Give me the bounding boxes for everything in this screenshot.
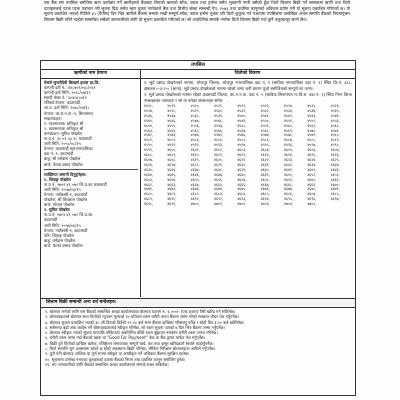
kitta-number: ४५४१, [260, 113, 270, 118]
kitta-number: ४६१४, [284, 153, 294, 158]
kitta-number: ४६५८, [260, 177, 270, 182]
kitta-number: ४५३२, [260, 108, 270, 113]
kitta-number: ४६३८, [214, 167, 224, 172]
kitta-number: ४५२७, [144, 108, 154, 113]
kitta-number: ४६८९, [144, 197, 154, 202]
kitta-number: ४५५७, [214, 123, 224, 128]
kitta-number: ४५२४, [284, 104, 294, 108]
kitta-number: ४६७१, [144, 187, 154, 192]
borrower-line: तामाङकन: सुमित पोखरेल [44, 130, 82, 136]
borrower-line: ना.प्र.नं. ३५ ०१ ५३ ९८ काठमाडौं [44, 136, 92, 142]
kitta-number: ४६०२, [214, 148, 224, 153]
kitta-number: ४६४०, [260, 167, 270, 172]
kitta-number: ४५७७, [260, 133, 270, 138]
kitta-number: ४६०९, [167, 153, 177, 158]
guarantor-line: ठेगाना: नयाँबस्ती-९, काठमाडौं [44, 191, 88, 197]
kitta-number: ४५३६, [144, 113, 154, 118]
kitta-number: ४६८५, [260, 192, 270, 197]
kitta-number: ४५२६, [330, 104, 340, 108]
kitta-number: ४६४२, [307, 167, 317, 172]
kitta-number: ४६५७, [237, 177, 247, 182]
kitta-number: ४५३४, [307, 108, 317, 113]
kitta-number: ४५९५, [260, 143, 270, 148]
kitta-number: ४६०६, [307, 148, 317, 153]
kitta-number: ४५८०, [330, 133, 340, 138]
guarantor-line: बाबु: धर्मदास पोखरेल [44, 237, 76, 243]
kitta-number: ४५८३, [190, 138, 200, 143]
kitta-number: ४६४३, [330, 167, 340, 172]
guarantor-list [44, 177, 138, 248]
kitta-number: ४६५३, [144, 177, 154, 182]
kitta-number: ४५९२, [190, 143, 200, 148]
kitta-number: ४५८९, [330, 138, 340, 143]
kitta-number: ४६३४, [330, 162, 340, 167]
kitta-number: ४५६५, [190, 128, 200, 133]
kitta-number: ४६७४, [214, 187, 224, 192]
kitta-number: ४६५२, [330, 172, 340, 177]
kitta-number: ४६९३, [237, 197, 247, 202]
kitta-number: ४६०५, [284, 148, 294, 153]
kitta-number: ४६७९, [330, 187, 340, 192]
kitta-number: ४७०१, [214, 202, 224, 207]
borrower-line: स्थायी लेखा नं.: ६०४५६८७१२ [44, 95, 87, 101]
kitta-number: ४६३३, [307, 162, 317, 167]
kitta-number: ४६९५, [284, 197, 294, 202]
kitta-number: ४६५६, [214, 177, 224, 182]
kitta-number: ४५८६, [260, 138, 270, 143]
guarantor-line: पोखरेल: श्री शिवलाल पोखरेल [44, 197, 88, 203]
column-header-borrower: ऋणीको नाम ठेगाना [41, 69, 140, 79]
kitta-number: ४६३२, [284, 162, 294, 167]
guarantor-line: जारी मिति: २०५७/०६/१५ [44, 186, 81, 192]
kitta-number: ४६४१, [284, 167, 294, 172]
kitta-number: ४५६६, [214, 128, 224, 133]
borrower-details [44, 80, 138, 296]
borrower-line: बाबु: श्री धर्मदास पोखरेल [44, 156, 81, 162]
kitta-number: ४५३९, [214, 113, 224, 118]
conditions-heading: लिलाम बिक्री सम्बन्धी अन्य शर्त बन्देजहरु: [41, 299, 355, 308]
borrower-line: ठेगाना: का.म.न.पा.-९, सिनामंगल [44, 110, 94, 116]
kitta-number: ४६३६, [167, 167, 177, 172]
kitta-number: ४५९३, [214, 143, 224, 148]
kitta-number: ४५५५, [167, 123, 177, 128]
condition-text: ३. बोलपत्र सूचना प्रकाशित भएको ३५ औं दिनको दिउँसो १२:०० बजे सम्म बैंकमा दाखिला गरिसक्नु पर्नेछ र सोही दिन ३:०० बजे खोलिनेछ। [45, 319, 245, 325]
kitta-number: ४६८०, [144, 192, 154, 197]
kitta-number: ४५४९, [237, 118, 247, 123]
kitta-number: ४५६७, [237, 128, 247, 133]
kitta-number: ४५७८, [284, 133, 294, 138]
kitta-number: ४६२२, [260, 157, 270, 162]
kitta-number: ४६५१, [307, 172, 317, 177]
kitta-number: ४५७२, [144, 133, 154, 138]
kitta-number: ४६०८, [144, 153, 154, 158]
kitta-number: ४६६२, [144, 182, 154, 187]
kitta-number: ४६५०, [284, 172, 294, 177]
kitta-number: ४६२०, [214, 157, 224, 162]
kitta-number: ४६९४, [260, 197, 270, 202]
kitta-number: ४५२९, [190, 108, 200, 113]
condition-text: १. बोलपत्र भर्नको लागि यस बैंकको सम्बन्धित शाखा कार्यालयबाट बोलपत्र फाराम रु. १,०००/- (एक हजार) तिरी खरिद गर्न सकिनेछ। [45, 309, 236, 314]
notice-table [40, 60, 356, 396]
kitta-number: ४५९७, [307, 143, 317, 148]
kitta-number: ४५९८, [330, 143, 340, 148]
kitta-number: ४७०३, [260, 202, 270, 207]
kitta-number: ४५६४, [167, 128, 177, 133]
borrower-line: जारी मिति: २०५८/०८/१५ [44, 141, 81, 147]
collateral-paragraph: १. सुर्य प्रसाद पोखरेलको नाममा, भोजपुर जिल्ला, भोजपुर नगरपालिका वडा नं. ९ (साविक नगरपालिका वडा नं. ९) स्थित कि.नं. ३६८, क्षेत्रफल ०-३-२-० (आना), सुर्य प्रसाद पोखरेलको नाममा रहेको जग्गा धनी प्रमाण पुर्जा बमोजिमको सम्पूर्ण घर जग्गा। [144, 80, 352, 91]
kitta-number: ४६८७, [307, 192, 317, 197]
borrower-line: ठेगाना: काठमाडौं महानगरपालिका [44, 146, 93, 152]
kitta-number: ४५९४, [237, 143, 247, 148]
kitta-number: ४६४७, [214, 172, 224, 177]
kitta-number: ४५७६, [237, 133, 247, 138]
kitta-number: ४५४५, [144, 118, 154, 123]
kitta-number: ४५१९, [167, 104, 177, 108]
kitta-number: ४६७२, [167, 187, 177, 192]
kitta-number: ४६०१, [190, 148, 200, 153]
borrower-line: बाजे: केशव प्रसाद पोखरेल [44, 161, 83, 167]
kitta-number: ४७००, [190, 202, 200, 207]
kitta-number: ४५९०, [144, 143, 154, 148]
kitta-number: ४६९६, [307, 197, 317, 202]
kitta-number: ४६१०, [190, 153, 200, 158]
kitta-number: ४६१२, [237, 153, 247, 158]
kitta-number: ४६९०, [167, 197, 177, 202]
kitta-number: ४६६९, [307, 182, 317, 187]
kitta-number: ४५५६, [190, 123, 200, 128]
kitta-number: ४६६०, [307, 177, 317, 182]
kitta-number: ४५३७, [167, 113, 177, 118]
column-header-collateral: धितोको विवरण [140, 69, 355, 79]
kitta-number: ४६६१, [330, 177, 340, 182]
kitta-number: ४५७३, [167, 133, 177, 138]
kitta-number: ४६८२, [190, 192, 200, 197]
kitta-number: ४६१९, [190, 157, 200, 162]
kitta-number: ४६४६, [190, 172, 200, 177]
borrower-line: कम्पनी दर्ता मिति: २०६८/०७/१२ [44, 90, 91, 96]
kitta-number: ४५२०, [190, 104, 200, 108]
kitta-number: ४६१७, [144, 157, 154, 162]
intro-paragraph: यस बैंक संग तपसिल बमोजिम ऋण कारोबार गर्ने ऋणीहरुले बैंकबाट लिएको ऋणको साँवा, ब्याज तथा हर्जना समेत भुक्तानी नगरी बसेको हुँदा धितो लिलाम बिक्री गर्ने सम्बन्धमा ऋणी तथा धितो दाताहरुलाई पटक पटक पत्राचार गरी सूचना दिंदा समेत ऋण चुक्ता नगरेकाले बैंक तथा वित्तीय संस्था सम्बन्धी ऐन, २०७३ तथा प्रचलित कानूनको अधिकार प्रयोग गरी यो सूचना प्रकाशित गरिएको छ। यो सूचना प्रकाशित भएको मितिले ३५ (पैंतीस) दिन भित्र ऋणीले बैंकमा सम्पर्क राखी सम्पूर्ण साँवा, ब्याज हर्जना चुक्ता गरी धितो फुकुवा गर्न नआएमा तपसिलमा उल्लेखित अचल सम्पत्ति बैंकको नियमानुसार लिलाम बिक्री गरिने व्यहोरा सम्बन्धित सबैको जानकारीको लागि यो सूचना प्रकाशित गरिएको छ। सो अवधिभित्र सम्पर्क नगरेमा धितो लिलाम बिक्री गर्दा कुनै उजुरबाजुर लाग्ने छैन। [44, 0, 350, 22]
kitta-number: ४५२५, [307, 104, 317, 108]
kitta-number: ४६२३, [284, 157, 294, 162]
borrower-lines [44, 80, 138, 167]
borrower-line: संचालकहरु: [44, 115, 62, 121]
condition-text: ७. बिक्री हुने धितोको दाखिल खारेज, रजिष्ट्रेशन लगायतका सम्पूर्ण खर्च, कर तथा दस्तुर खरिदकर्ता स्वयंले व्यहोर्नुपर्नेछ। [45, 340, 214, 346]
guarantor-line: ठेगाना: नयाँबस्ती-९, काठमाडौं [44, 227, 88, 233]
kitta-number: ४७०२, [237, 202, 247, 207]
kitta-number: ४५३१, [237, 108, 247, 113]
kitta-number: ४५३८, [190, 113, 200, 118]
kitta-number: ४६१८, [167, 157, 177, 162]
collateral-paragraph: २. सुर्य प्रसाद पोखरेलको नाममा रहेको काठमाडौं जिल्ला, का.म.न.पा. वडा नं. ९ (साविक सिनामंगल गा.वि.स. वडा नं. ९) स्थित निम्न कित्ता नम्बरहरुका जग्गाहरु र सो मा बनेका संरचनाहरु समेत: [144, 92, 352, 103]
kitta-number: ४५८७, [284, 138, 294, 143]
guarantor-line: जारी मिति: २०५७/०६/१५ [44, 222, 81, 228]
kitta-number: ४६१३, [260, 153, 270, 158]
kitta-number: ४५६२, [330, 123, 340, 128]
kitta-number: ४६६७, [260, 182, 270, 187]
kitta-number: ४५२३, [260, 104, 270, 108]
kitta-number: ४६२८, [190, 162, 200, 167]
kitta-number: ४६३९, [237, 167, 247, 172]
guarantor-line: पति: शिवाङ्ग पोखरेल [44, 232, 74, 238]
kitta-number: ४६९७, [330, 197, 340, 202]
kitta-number: ४५४८, [214, 118, 224, 123]
kitta-number: ४६११, [214, 153, 224, 158]
kitta-number: ४५७१, [330, 128, 340, 133]
kitta-number: ४६४५, [167, 172, 177, 177]
condition-text: ५. बोलपत्र स्वीकृत भएको सूचना पाएपछि तोकिएको अवधिभित्र बाँकी रकम बुझाउन नसकेमा धरौटी रकम जफत गरिनेछ। [45, 330, 218, 336]
kitta-number: ४६२९, [214, 162, 224, 167]
kitta-number: ४६६८, [284, 182, 294, 187]
kitta-number: ४५२२, [237, 104, 247, 108]
kitta-number: ४५५१, [284, 118, 294, 123]
kitta-number: ४७०४, [284, 202, 294, 207]
kitta-number-grid [144, 104, 352, 207]
kitta-number: ४५७०, [307, 128, 317, 133]
kitta-number: ४५८४, [214, 138, 224, 143]
kitta-number: ४५४०, [237, 113, 247, 118]
kitta-number: ४६४४, [144, 172, 154, 177]
guarantor-line: बाजे: केशव प्रसाद पोखरेल [44, 242, 83, 248]
kitta-number: ४५६३, [144, 128, 154, 133]
kitta-number: ४५५०, [260, 118, 270, 123]
kitta-number: ४५३५, [330, 108, 340, 113]
kitta-number: ४६७०, [330, 182, 340, 187]
guarantor-name: १. शिवाङ्ग पोखरेल [44, 176, 71, 182]
kitta-number: ४५६८, [260, 128, 270, 133]
kitta-number: ४६३०, [237, 162, 247, 167]
kitta-number: ४६२६, [144, 162, 154, 167]
notice-heading: तपसिल [41, 61, 355, 70]
kitta-number: ४५८८, [307, 138, 317, 143]
kitta-number: ४५४४, [330, 113, 340, 118]
kitta-number: ४६५५, [190, 177, 200, 182]
kitta-number: ४६७६, [260, 187, 270, 192]
kitta-number: ४५५४, [144, 123, 154, 128]
kitta-number: ४६२७, [167, 162, 177, 167]
kitta-number: ४५४३, [307, 113, 317, 118]
kitta-number: ४६५४, [167, 177, 177, 182]
borrower-line: वडा नं.-९, काठमाडौं [44, 151, 74, 157]
kitta-number: ४५८५, [237, 138, 247, 143]
kitta-number: ४६८३, [214, 192, 224, 197]
collateral-details [144, 80, 352, 296]
condition-text: ८. धितो सम्पत्ति जुन अवस्थामा रहेको छ सोही अवस्थामा बिक्री गरिनेछ, भौतिक निरीक्षण बोलपत्रदाता आफैंले गर्नुपर्नेछ। [45, 346, 216, 352]
kitta-number: ४५४७, [190, 118, 200, 123]
condition-text: ११. थप जानकारीको लागि बैंकको सम्बन्धित शाखा कार्यालयमा सम्पर्क राख्न सकिनेछ। [45, 361, 169, 367]
kitta-number: ४५१८, [144, 104, 154, 108]
condition-text: ९. कुनै पनि बोलपत्र आंशिक वा पूर्ण रुपमा स्वीकृत वा अस्वीकृत गर्ने अधिकार बैंकमा सुरक्षित रहनेछ। [45, 351, 190, 357]
kitta-number: ४६७५, [237, 187, 247, 192]
kitta-number: ४६२१, [237, 157, 247, 162]
borrower-line: मेसर्स सुन्दरीदेवी बिल्डर्स हाउस प्रा.लि. [44, 80, 100, 85]
kitta-number: ४६९८, [144, 202, 154, 207]
collateral-paragraphs [144, 80, 352, 103]
condition-item [45, 362, 351, 367]
kitta-number: ४६८१, [167, 192, 177, 197]
guarantor-name: २. सुमित पोखरेल [44, 207, 70, 213]
kitta-number: ४६६६, [237, 182, 247, 187]
column-divider [140, 69, 141, 297]
kitta-number: ४६३७, [190, 167, 200, 172]
kitta-number: ४५७४, [190, 133, 200, 138]
kitta-number: ४६९२, [214, 197, 224, 202]
kitta-number: ४६८६, [284, 192, 294, 197]
kitta-number: ४६०७, [330, 148, 340, 153]
kitta-number: ४६९९, [167, 202, 177, 207]
kitta-number: ४५६९, [284, 128, 294, 133]
kitta-number: ४६७३, [190, 187, 200, 192]
borrower-line: आ.व. दर्ता मिति: २०७८/०४/१८ [44, 105, 90, 111]
kitta-number: ४५५२, [307, 118, 317, 123]
kitta-number: ४६६५, [214, 182, 224, 187]
borrower-line: २. व्यवस्थापक अधिकृत श्री [44, 125, 84, 131]
guarantor-line: ना.प्र.नं. २७०१ ४९ ०७२ जि.प्र.का. [44, 212, 94, 218]
kitta-number: ४५७५, [214, 133, 224, 138]
kitta-number: ४६८८, [330, 192, 340, 197]
kitta-number: ४५४२, [284, 113, 294, 118]
kitta-number: ४६६३, [167, 182, 177, 187]
condition-text: १०. सूचनामा उल्लेख नभएका कुराहरुको हकमा बैंकको नियम तथा प्रचलित कानून बमोजिम हुनेछ। [45, 356, 186, 362]
kitta-number: ४६२५, [330, 157, 340, 162]
kitta-number: ४५४६, [167, 118, 177, 123]
kitta-number: ४६१५, [307, 153, 317, 158]
kitta-number: ४५५३, [330, 118, 340, 123]
kitta-number: ४६०३, [237, 148, 247, 153]
kitta-number: ४५३३, [284, 108, 294, 113]
divider [44, 169, 138, 170]
kitta-number: ४६४८, [237, 172, 247, 177]
kitta-number: ४५९९, [144, 148, 154, 153]
kitta-number: ४७०५, [307, 202, 317, 207]
kitta-number: ४६७७, [284, 187, 294, 192]
borrower-line: रजिष्टर्ड ठेगाना: काठमाडौं [44, 100, 80, 106]
condition-text: ४. सबैभन्दा बढी अंक कबोल गर्ने बोलपत्रदातालाई स्वीकृत गरिनेछ, सो रकम सूचना पाएको ७ दिन भित्र बैंकमा जम्मा गर्नुपर्नेछ। [45, 324, 225, 330]
kitta-number: ४५५९, [260, 123, 270, 128]
kitta-number: ४६९१, [190, 197, 200, 202]
borrower-line: १. व्यवस्थापक अधिकृत श्री [44, 120, 84, 126]
kitta-number: ४५८१, [144, 138, 154, 143]
kitta-number: ४६८४, [237, 192, 247, 197]
kitta-number: ४६६४, [190, 182, 200, 187]
kitta-number: ४५९६, [284, 143, 294, 148]
kitta-number: ४६२४, [307, 157, 317, 162]
kitta-number: ४५७९, [307, 133, 317, 138]
kitta-number: ४५३०, [214, 108, 224, 113]
conditions-list [45, 309, 351, 393]
guarantor-line: ना.प्र.नं. २७०१ ४९ ०७२ जि.प्र.का काठमाडौं [44, 181, 107, 187]
kitta-number: ४६५९, [284, 177, 294, 182]
kitta-number: ४६००, [167, 148, 177, 153]
guarantor-line: बाजे: गोपाल पोखरेल [44, 202, 75, 208]
condition-text: २. बोलपत्रदाताले बोलपत्र साथ धितोको न्यूनतम मूल्यको १० प्रतिशत रकम धरौटी वापत बैंकमा जम्मा गरेको सक्कल भौचर पेश गर्नुपर्नेछ। [45, 314, 239, 320]
kitta-number: ४५२१, [214, 104, 224, 108]
kitta-number: ४६१६, [330, 153, 340, 158]
kitta-number: ४६७८, [307, 187, 317, 192]
kitta-number: ४६४९, [260, 172, 270, 177]
kitta-number: ४५६०, [284, 123, 294, 128]
kitta-number: ४६३१, [260, 162, 270, 167]
condition-text: ६. धरौटी रकम जम्मा गर्दा बैंकको खाता वा "Good For Payment" चेक वा बैंक ड्राफ्ट मार्फत पेश गर्नुपर्नेछ। [45, 335, 206, 341]
kitta-number: ४५५८, [237, 123, 247, 128]
kitta-number: ४५९१, [167, 143, 177, 148]
kitta-number: ४५८२, [167, 138, 177, 143]
borrower-line: कम्पनी दर्ता नं.: १४८७५९/०६८/०६९ [44, 85, 96, 91]
guarantor-line: काठमाडौं [44, 217, 58, 223]
kitta-number: ४६०४, [260, 148, 270, 153]
kitta-number: ४५२८, [167, 108, 177, 113]
kitta-number: ४५६१, [307, 123, 317, 128]
kitta-number: ४६३५, [144, 167, 154, 172]
guarantor-heading: व्यक्तिगत जमानी दिनुहुनेहरू: [44, 171, 87, 177]
